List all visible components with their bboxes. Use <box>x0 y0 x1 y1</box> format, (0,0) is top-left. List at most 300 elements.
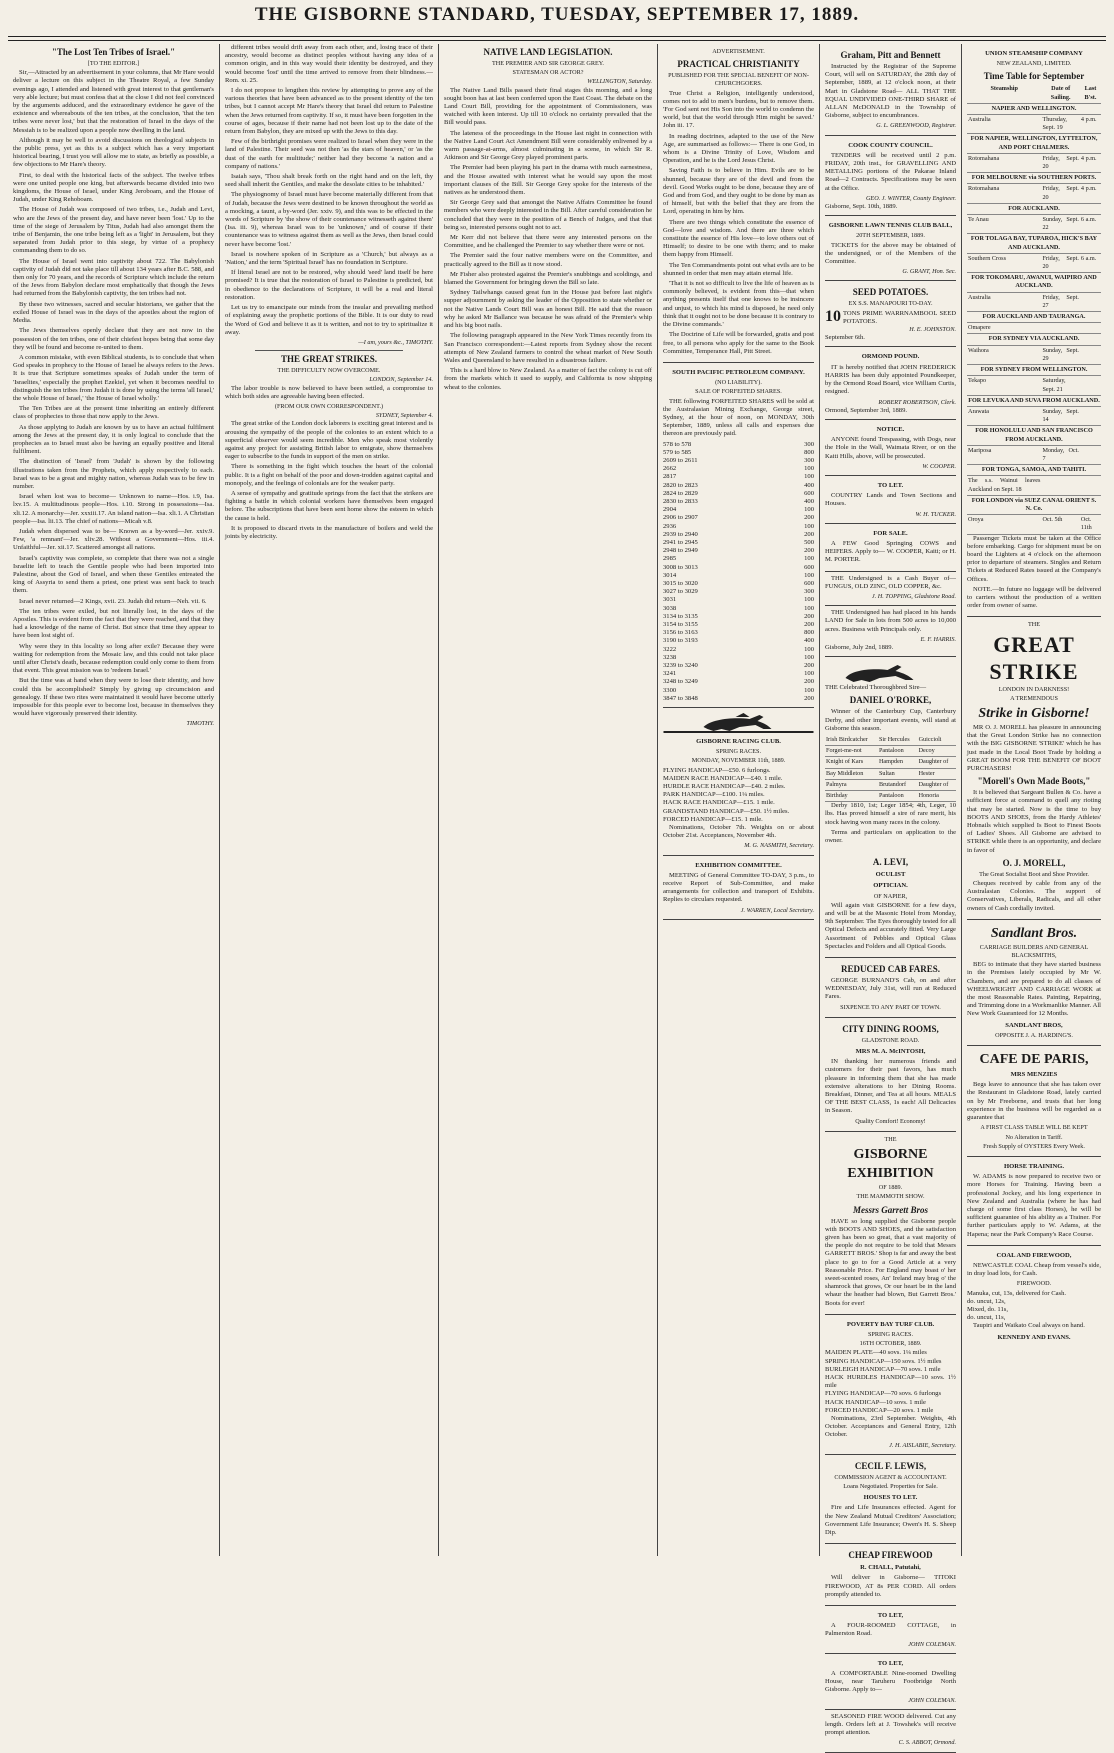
article-subtitle: THE PREMIER AND SIR GEORGE GREY. <box>492 60 604 67</box>
tagline: SIXPENCE TO ANY PART OF TOWN. <box>840 1003 941 1011</box>
article-title: NATIVE LAND LEGISLATION. <box>483 47 613 57</box>
sailing-time <box>1080 292 1101 311</box>
share-row <box>663 580 814 588</box>
date: 16TH OCTOBER, 1889. <box>859 1340 922 1348</box>
share-row <box>663 523 814 531</box>
optician-title: OPTICIAN. <box>873 882 908 890</box>
year: OF 1889. <box>878 1184 903 1192</box>
share-range: 2609 to 2611 <box>663 456 698 464</box>
sailing-date: Monday, Oct. 7 <box>1041 445 1079 464</box>
ad-title: PRACTICAL CHRISTIANITY <box>677 59 800 70</box>
share-range: 3847 to 3848 <box>663 694 698 702</box>
paragraph: Sir,—Attracted by an advertisement in your columns, that Mr Hare would deliver a lecture on this subject in the Theatre Royal, a few Sunday evenings ago, I attended and listened with great interest to that gentleman's very able lecture; but must confess that at the close I did not feel convinced by the arguments adduced, and the extraordinary evidence he gave of the existence and whereabouts of the ten tribes, at the conclusion, 'that the ten tribes were never lost,' but that the restoration of Israel in the days of the Messiah is to be realized upon a people now dwelling in the land. <box>13 69 214 134</box>
share-row <box>663 572 814 580</box>
share-range: 579 to 585 <box>663 448 692 456</box>
ad-cheap-firewood <box>825 1544 956 1606</box>
route-row <box>967 134 1101 153</box>
date: Gisborne, July 2nd, 1889. <box>825 643 894 651</box>
paragraph: The Ten Tribes are at the present time inheriting an entirely different class of prophecies to those that now apply to the Jews. <box>13 405 214 421</box>
sailing-ship: Arawata <box>967 406 1041 425</box>
share-range: 3014 <box>663 571 677 579</box>
share-count: 200 <box>804 530 814 538</box>
share-row <box>663 621 814 629</box>
sailing-time <box>1080 406 1101 425</box>
paragraph: There is something in the fight which touches the heart of the colonial public. It is a fight on behalf of the poor and down-trodden against capital and monopoly, and the feelings of colonials are for the weaker party. <box>225 463 433 487</box>
paragraph: If literal Israel are not to be restored, why should 'seed' land itself be here promised? It is true that the restoration of Israel to Palestine is predicted, but in obedience to the declarations of Scripture, it will be a real and literal restoration. <box>225 269 433 301</box>
race-event: HACK RACE HANDICAP—£15. 1 mile. <box>663 799 775 807</box>
sailing-ship: Oroya <box>967 515 1041 534</box>
share-row <box>663 514 814 522</box>
ad-title: UNION STEAMSHIP COMPANY <box>985 50 1083 57</box>
sailing-ship: Tekapo <box>967 376 1041 395</box>
oculist-name: A. LEVI, <box>872 857 909 868</box>
ad-title: TO LET. <box>877 481 904 489</box>
route-row <box>967 465 1101 476</box>
pedigree-row <box>825 791 956 802</box>
masthead-rule-2 <box>8 40 1106 41</box>
race-date: MONDAY, NOVEMBER 11th, 1889. <box>691 757 786 765</box>
merchant-title: The Great Socialist Boot and Shoe Provider. <box>979 870 1089 878</box>
ad-commission-agent <box>825 1455 956 1544</box>
paragraph: Israel never returned—2 Kings, xvii. 23. Judah did return—Neh. vii. 6. <box>19 597 207 605</box>
ad-tennis-ball <box>825 216 956 281</box>
sailing-ship: Te Anau <box>967 215 1041 234</box>
pedigree-cell: Pantaloon <box>878 791 918 802</box>
sailing-row <box>967 445 1101 464</box>
share-row <box>663 473 814 481</box>
share-count: 100 <box>804 670 814 678</box>
sailing-date: Sunday, Sept. 22 <box>1041 215 1079 234</box>
ad-practical-christianity <box>663 44 814 363</box>
race-event: BURLEIGH HANDICAP—70 sovs. 1 mile <box>825 1365 941 1373</box>
pedigree-cell: Forget-me-not <box>825 746 878 757</box>
signature: J. WARREN, Local Secretary. <box>740 906 814 914</box>
share-range: 2985 <box>663 555 677 563</box>
paragraph: NOTE.—In future no luggage will be delivered to carriers without the production of a written order from owner of same. <box>967 585 1101 610</box>
route-name: FOR AUCKLAND AND TAURANGA. <box>967 312 1101 323</box>
share-range: 2939 to 2940 <box>663 530 698 538</box>
paragraph: Will again visit GISBORNE for a few days, and will be at the Masonic Hotel from Monday, 9th September. The Eyes thoroughly tested for all Optical Defects and accurately fitted. Very Large Assortment of Pebbles and Optical Glass Spectacles and Folders and all Optical Goods. <box>825 901 956 950</box>
route-name: NAPIER AND WELLINGTON. <box>967 103 1101 114</box>
paragraph: It is proposed to discard rivets in the manufacture of boilers and weld the joints by electricity. <box>225 524 433 540</box>
sailing-date <box>1041 476 1079 495</box>
paragraph: 'That it is not so difficult to live the life of heaven as is commonly believed, is evident from this—that when anything presents itself that one knows to be insincere and unjust, to which his mind is disposed, he need only think that it ought not to be done because it is contrary to the Divine commands.' <box>663 280 814 329</box>
houses: HOUSES TO LET. <box>863 1494 918 1502</box>
ad-cafe-de-paris <box>967 1046 1101 1157</box>
share-count: 300 <box>804 588 814 596</box>
pedigree-cell: Knight of Kars <box>825 757 878 768</box>
share-count: 500 <box>804 538 814 546</box>
merchant-name: O. J. MORELL, <box>1002 857 1066 868</box>
share-count: 100 <box>804 571 814 579</box>
paragraph: The distinction of 'Israel' from 'Judah' is shown by the following illustrations taken from the Prophets, which apply respectively to each. Israel was to be a great and mighty nation, whereas Judah was to be few in number. <box>13 458 214 490</box>
signature: JOHN COLEMAN. <box>908 1640 956 1648</box>
route-row <box>967 334 1101 345</box>
horse-icon <box>825 660 956 684</box>
share-row <box>663 646 814 654</box>
ad-great-strike <box>967 617 1101 919</box>
paragraph: THE Undersigned is a Cash Buyer of— FUNGUS, OLD ZINC, OLD COPPER, &c. <box>825 574 956 590</box>
paragraph: Fire and Life Insurances effected. Agent for the New Zealand Mutual Creditors' Association; Government Life Insurance; Owen's H. S. Sheep Dip. <box>825 1504 956 1536</box>
ad-coal <box>967 1246 1101 1348</box>
share-range: 3008 to 3013 <box>663 563 698 571</box>
race-event: FLYING HANDICAP—70 sovs. 6 furlongs <box>825 1390 942 1398</box>
sailing-date: Friday, Sept. 20 <box>1041 153 1079 172</box>
merchant-name: SANDLANT BROS, <box>1005 1021 1063 1029</box>
route-row <box>967 426 1101 445</box>
ad-title: TO LET, <box>877 1659 904 1667</box>
ad-subtitle-2: SALE OF FORFEITED SHARES. <box>695 388 782 396</box>
sailing-date: Saturday, Sept. 21 <box>1041 376 1079 395</box>
sailing-row <box>967 153 1101 172</box>
share-range: 3156 to 3163 <box>663 629 698 637</box>
paragraph: Terms and particulars on application to the owner. <box>825 828 956 845</box>
paragraph: The Jews themselves openly declare that they are not now in the possession of the ten tribes, one of their chiefest hopes being that some day they will be found and become re-united to them. <box>13 327 214 351</box>
sailing-time: 6 a.m. <box>1080 215 1101 234</box>
sailing-time <box>1080 376 1101 395</box>
share-count: 800 <box>804 448 814 456</box>
signature: ROBERT ROBERTSON, Clerk. <box>878 398 956 406</box>
share-count: 100 <box>804 645 814 653</box>
paragraph: Sydney Tailwhangs caused great fun in the House just before last night's supper adjournment by asking the leader of the Opposition to state whether or not the Native Lands Court Bill was an honest Bill. He said that the reason why he asked Mr Ballance was because he was afraid of the Premier's whip and his big boot nails. <box>444 289 652 330</box>
race-event: SPRING HANDICAP—150 sovs. 1½ miles <box>825 1357 942 1365</box>
quote: "Morell's Own Made Boots," <box>977 776 1091 787</box>
share-range: 3222 <box>663 645 677 653</box>
route-name: FOR HONOLULU AND SAN FRANCISCO FROM AUCKLAND. <box>967 426 1101 445</box>
ad-subtitle: EX S.S. MANAPOURI TO-DAY. <box>848 300 933 308</box>
share-range: 2830 to 2833 <box>663 497 698 505</box>
paragraph: HAVE so long supplied the Gisborne people with BOOTS AND SHOES, and the satisfaction given has been so great, that a vast majority of the people do not require to be told that Messrs GARRETT BROS.' Shop is far and away the best place to go to for a Good Article at a very Reasonable Price. For England may boast o' her sweet-scented roses, An' Ireland may brag o' the shamrock that grows, Or our heart be in the land whaur the heather had blown, But Garrett Bros.' Boots for ever! <box>825 1217 956 1307</box>
paragraph: The Native Land Bills passed their final stages this morning, and a long sought boon has at last been conferred upon the East Coast. The debate on the Land Court Bill, providing for the appointment of Commissioners, was watched with keen interest. Up till 10 o'clock no certainty prevailed that the Bill would pass. <box>444 86 652 127</box>
share-count: 400 <box>804 637 814 645</box>
paragraph: There are two things which constitute the essence of God—love and wisdom. And there are three which constitute the essence of His love—to love others out of Himself; to desire to be one with them; and to make them happy from Himself. <box>663 218 814 259</box>
signature: J. H. TOPPING, Gladstone Road. <box>871 592 956 600</box>
share-row <box>663 547 814 555</box>
share-count: 100 <box>804 473 814 481</box>
ad-seasoned-wood <box>825 1710 956 1753</box>
sailing-row <box>967 115 1101 134</box>
ad-oculist <box>825 851 956 958</box>
share-range: 2824 to 2829 <box>663 489 698 497</box>
share-count: 100 <box>804 465 814 473</box>
paragraph: TICKETS for the above may be obtained of the undersigned, or of the Members of the Committee. <box>825 241 956 266</box>
share-count: 200 <box>804 621 814 628</box>
paragraph: The House of Israel went into captivity about 722. The Babylonish captivity of Judah did not take place till about 134 years after B.C. 588, and then only for 70 years, and the records of Scripture which include the return of the Jews from Babylon declare most emphatically that though the Jews had returned from the Babylonish captivity, the ten tribes had not. <box>13 257 214 298</box>
paragraph: COUNTRY Lands and Town Sections and Houses. <box>825 492 956 508</box>
paragraph: It is believed that Sargeant Bullen & Co. have a sufficient force at command to quell any rioting that may be started. Now is the time to buy BOOTS AND SHOES, from the Hardy Athletes' Hobnails which supplied Is Boot to Finest Boots of Ladies' Shoes. All Gisborne are advised to STRIKE while there is an opportunity, and declare in favor of <box>967 789 1101 854</box>
ad-title: COAL AND FIREWOOD, <box>996 1251 1072 1259</box>
sailing-ship: Rotomahana <box>967 153 1041 172</box>
to-editor: [TO THE EDITOR.] <box>87 60 140 67</box>
paragraph: Sir George Grey said that amongst the Native Affairs Committee he found members who were deeply interested in the Bill. After careful consideration he concluded that they were in the position of a Bench of Judges, and that that being so, interested persons ought not to act. <box>444 199 652 231</box>
share-row <box>663 564 814 572</box>
paragraph: Although it may be well to avoid discussions on theological subjects in the public press, yet as this is a subject which has a very important historical bearing, I trust you will allow me to state, as briefly as possible, a few objections to Mr Hare's theory. <box>13 136 214 169</box>
ad-to-let-cottage <box>825 1606 956 1654</box>
column-1 <box>8 44 219 1556</box>
paragraph: The Doctrine of Life will be forwarded, gratis and post free, to all persons who apply for the same to the Book Committee, Temperance Hall, Pitt Street. <box>663 331 815 355</box>
paragraph: Few of the birthright promises were realized to Israel when they were in the land of Palestine. Their seed was not then 'as the stars of heaven,' or 'as the dust of the earth for multitude;' neither had they become 'a nation and a company of nations.' <box>225 138 433 170</box>
sailing-date: Thursday, Sept. 19 <box>1041 115 1079 134</box>
ad-subtitle: PUBLISHED FOR THE SPECIAL BENEFIT OF NON-CHURCHGOERS. <box>668 72 809 88</box>
ad-title: POVERTY BAY TURF CLUB. <box>846 1320 935 1328</box>
paragraph: This is a hard blow to New Zealand. As a matter of fact the colony is cut off from the markets which it used to supply, and California is now shipping wheat to the colonies. <box>444 367 652 391</box>
date: 20TH SEPTEMBER, 1889. <box>856 232 925 240</box>
share-count: 600 <box>804 563 814 571</box>
ad-turf-club <box>825 1315 956 1455</box>
price-line: do. uncut, 11s, <box>967 1314 1006 1322</box>
address: OPPOSITE J. A. HARDING'S. <box>995 1031 1073 1039</box>
paragraph: THE Undersigned has had placed in his hands LAND for Sale in lots from 500 acres to 10,000 acres. Business with Principals only. <box>825 609 956 633</box>
date: September 6th. <box>825 334 865 342</box>
ad-to-let <box>825 476 956 524</box>
route-name: FOR LEVUKA AND SUVA FROM AUCKLAND. <box>967 395 1101 406</box>
sailing-date: Sunday, Sept. 14 <box>1041 406 1079 425</box>
sailing-row <box>967 406 1101 425</box>
share-range: 2948 to 2949 <box>663 547 698 555</box>
ad-title: ORMOND POUND. <box>861 353 920 361</box>
sailing-ship: Omapere <box>967 323 1041 334</box>
sire-name: DANIEL O'RORKE, <box>849 695 932 706</box>
paragraph: MEETING of General Committee TO-DAY, 3 p.m., to receive Report of Sub-Committee, and make arrangements for collection and transport of Exhibits. Replies to circulars requested. <box>663 871 814 904</box>
route-row <box>967 312 1101 323</box>
ad-subtitle: (NO LIABILITY). <box>715 379 762 387</box>
tagline: No Alteration in Tariff. <box>1005 1133 1063 1141</box>
signature: TIMOTHY. <box>186 720 214 728</box>
sailing-ship: Waihora <box>967 345 1041 364</box>
ad-title: HORSE TRAINING. <box>1004 1162 1064 1170</box>
pedigree-cell: Honoria <box>918 791 956 802</box>
signature: C. S. ABBOT, Ormond. <box>898 1739 956 1747</box>
share-count: 200 <box>804 662 814 670</box>
share-range: 578 to 578 <box>663 440 692 448</box>
share-range: 2817 <box>663 473 677 481</box>
share-row <box>663 465 814 473</box>
share-range: 3015 to 3020 <box>663 579 698 587</box>
paragraph: Israel when lost was to become— Unknown to name—Hos. i.9, Isa. lxv.15. A multitudinous people—Hos. i.10. Strong in possessions—Isa. xli.12. A monarchy—Jer. xxxiii.17. An island nation—Isa. xli.1. A Christian people—Isa. lii.13. The chief of nations—Micah v.8. <box>13 493 214 525</box>
ad-title: REDUCED CAB FARES. <box>840 964 941 975</box>
share-row <box>663 498 814 506</box>
pedigree-cell: Decoy <box>918 746 956 757</box>
paragraph: Derby 1810, 1st; Leger 1854; 4th, Leger, 10 lbs. Has proved himself a sire of rare merit, his stock having won many races in the colony. <box>825 802 956 826</box>
ad-for-sale <box>825 524 956 572</box>
paragraph: Why were they in this locality so long after exile? Because they were waiting for redemption from the Mosaic law, and this could not take place until after Christ's death, because redemption could only come to them from that event. This great mission was to 'redeem Israel.' <box>13 642 214 675</box>
signature: —I am, yours &c., TIMOTHY. <box>358 338 433 346</box>
sailing-ship: Australia <box>967 115 1041 134</box>
share-range: 3248 to 3249 <box>663 678 698 686</box>
tagline: Quality Comfort! Economy! <box>855 1117 926 1125</box>
sailing-date: Oct. 5th <box>1041 515 1079 534</box>
paragraph: First, to deal with the historical facts of the subject. The twelve tribes were one united people one king, but afterwards became divided into two kingdoms, the House of Israel, under King Jeroboam, and the House of Judah, under King Rehoboam. <box>13 171 214 204</box>
paragraph: Mr Fisher also protested against the Premier's snubbings and scoldings, and blamed the Government for bringing down the Bill so late. <box>444 270 652 287</box>
share-row <box>663 449 814 457</box>
share-range: 3239 to 3240 <box>663 662 698 670</box>
share-row <box>663 588 814 596</box>
share-count: 100 <box>804 522 814 530</box>
share-row <box>663 613 814 621</box>
dateline: SYDNEY, September 4. <box>375 412 433 420</box>
column-4 <box>657 44 819 1556</box>
share-row <box>663 441 814 449</box>
sailing-time: Oct. 11th <box>1080 515 1101 534</box>
share-count: 200 <box>804 678 814 686</box>
paragraph: Isaiah says, 'Thou shalt break forth on the right hand and on the left, thy seed shall inherit the Gentiles, and make the desolate cities to be inhabited.' <box>225 173 433 189</box>
route-name: FOR LONDON via SUEZ CANAL ORIENT S. N. Co. <box>967 495 1101 514</box>
sailing-row <box>967 376 1101 395</box>
oculist-of: OF NAPIER, <box>873 892 908 900</box>
headline-great: GREAT <box>993 631 1075 657</box>
sailing-time <box>1080 445 1101 464</box>
route-row <box>967 234 1101 253</box>
paragraph: MR O. J. MORELL has pleasure in announcing that the Great London Strike has no connection with the BIG GISBORNE 'STRIKE' which he has just made in the Local Boot Trade by holding a GREAT BOOM FOR THE BENEFIT OF BOOT PURCHASERS! <box>967 723 1101 772</box>
signature: G. L. GREENWOOD, Registrar. <box>876 122 956 130</box>
agent-title: COMMISSION AGENT & ACCOUNTANT. <box>834 1473 947 1481</box>
date: Gisborne, Sept. 10th, 1889. <box>825 203 898 211</box>
ad-title-2: EXHIBITION <box>847 1166 934 1182</box>
date: Ormond, September 3rd, 1889. <box>825 406 908 414</box>
big-number: 10 <box>825 307 841 325</box>
ad-petroleum <box>663 363 814 708</box>
share-count: 100 <box>804 653 814 661</box>
paragraph: THE following FORFEITED SHARES will be sold at the Australasian Mining Exchange, George street, Sydney, at the hour of noon, on MONDAY, 30th September, 1889, unless all calls and expenses due thereon are previously paid. <box>663 397 814 438</box>
ad-title: Graham, Pitt and Bennett <box>840 50 941 60</box>
col-header: Steamship <box>967 84 1041 103</box>
sailing-date: Sunday, Sept. 29 <box>1041 345 1079 364</box>
signature: J. H. AISLABIE, Secretary. <box>889 1441 956 1449</box>
sailing-ship: The s.s. Wainui leaves Auckland on Sept. 18 <box>967 476 1041 495</box>
paragraph: A COMFORTABLE Nine-roomed Dwelling House, near Taruheru Footbridge North Gisborne. Apply to— <box>825 1670 956 1694</box>
sailing-time <box>1080 323 1101 334</box>
ad-graham-pitt-bennett <box>825 44 956 136</box>
headline-sub: A TREMENDOUS <box>1010 694 1058 702</box>
sailing-date: Friday, Sept. 27 <box>1041 292 1079 311</box>
route-row <box>967 173 1101 184</box>
ad-union-steamship <box>967 44 1101 617</box>
paragraph: SEASONED FIRE WOOD delivered. Cut any length. Orders left at J. Towshek's will receive prompt attention. <box>825 1712 956 1737</box>
signature: JOHN COLEMAN. <box>908 1696 956 1704</box>
sailing-time <box>1080 345 1101 364</box>
paragraph: Israel is nowhere spoken of in Scripture as a 'Church,' but always as a 'Nation,' and the term 'Spiritual Israel' has no foundation in Scripture. <box>225 250 433 267</box>
share-row <box>663 605 814 613</box>
route-name: FOR TOKOMARU, AWANUI, WAIPIRO AND AUCKLAND. <box>967 273 1101 292</box>
sailing-ship: Australia <box>967 292 1041 311</box>
share-range: 3031 <box>663 596 677 604</box>
share-range: 2941 to 2945 <box>663 538 698 546</box>
sailing-ship: Southern Cross <box>967 253 1041 272</box>
race-event: FLYING HANDICAP—£50. 6 furlongs. <box>663 766 771 774</box>
share-range: 2906 to 2907 <box>663 514 698 522</box>
share-row <box>663 695 814 703</box>
paragraph: In reading doctrines, adapted to the use of the New Age, are summarised as follows:— There is one God, in whom is a Divine Trinity of Love, Wisdom and Operation, and he is the Lord Jesus Christ. <box>663 132 814 165</box>
pedigree-cell: Bay Middleton <box>825 768 878 779</box>
paragraph: I do not propose to lengthen this review by attempting to prove any of the various theories that have been advanced as to the present identity of the ten tribes, but I cannot accept Mr Hare's theory that Israel did return to Palestine when the Jews returned from captivity. If so, it must have been forgotten in the course of ages, because if their name had not been lost up to the date of the return from Babylon, they are mixed up with the Jews to this day. <box>225 87 433 136</box>
share-count: 800 <box>804 629 814 637</box>
ad-ormond-pound <box>825 347 956 419</box>
share-range: 3241 <box>663 670 677 678</box>
ad-title: GISBORNE LAWN TENNIS CLUB BALL, <box>828 222 953 230</box>
oculist-title: OCULIST <box>875 871 906 879</box>
headline-gisborne: Strike in Gisborne! <box>978 705 1090 721</box>
article-subtitle-2: STATESMAN OR ACTOR? <box>512 69 584 77</box>
ad-title: CAFE DE PARIS, <box>979 1052 1089 1068</box>
paragraph: By these two witnesses, sacred and secular historians, we gather that the exiled House of Israel was in the days of the apostles about the region of Media. <box>13 300 214 325</box>
race-event: PARK HANDICAP—£100. 1¼ miles. <box>663 791 765 799</box>
paragraph: BEG to intimate that they have started business in the Premises lately occupied by Mr W. Chambers, and are prepared to do all classes of WHEELWRIGHT AND CARRIAGE WORK at the most Reasonable Rates. Painting, Repairing, and Trimming done in a Workmanlike Manner. All New Work Guaranteed for 12 Months. <box>967 961 1101 1018</box>
paragraph: The lateness of the proceedings in the House last night in connection with the Native Land Court Act Amendment Bill were considerably enlivened by a warm passage-at-arms, almost culminating in a scene, in which Sir R. Atkinson and Sir George Grey played prominent parts. <box>444 129 652 162</box>
ad-to-let-house <box>825 1654 956 1710</box>
share-range: 3027 to 3029 <box>663 588 698 596</box>
share-range: 2820 to 2823 <box>663 481 698 489</box>
race-event: FORCED HANDICAP—20 sovs. 1 mile <box>825 1406 934 1414</box>
ad-exhibition <box>825 1132 956 1315</box>
paragraph: W. ADAMS is now prepared to receive two or more Horses for Training. Having been a professional Jockey, and his long experience in New Zealand and Australia (where he has had charge of some first class Horses), he will be sufficient guarantee of his ability as a Trainer. For further particulars apply to W. Adams, at the Hapena; near the Park Company's Race Course. <box>967 1173 1101 1238</box>
ad-harris <box>825 606 956 657</box>
share-count: 300 <box>804 456 814 464</box>
pedigree-cell: Brutandorf <box>878 779 918 790</box>
sailing-time: 4 p.m. <box>1080 153 1101 172</box>
racehorse-icon <box>663 711 814 735</box>
pedigree-cell: Palmyra <box>825 779 878 790</box>
ad-subtitle: SPRING RACES. <box>715 748 762 756</box>
share-row <box>663 637 814 645</box>
share-count: 100 <box>804 604 814 612</box>
pedigree-table <box>825 735 956 802</box>
paragraph: True Christ a Religion, intelligently understood, comes not to add to men's burdens, but to remove them. 'For God sent not His Son into the world to condemn the world, but that the world through Him might be saved.' John iii. 17. <box>663 89 814 130</box>
paragraph: TENDERS will be received until 2 p.m. FRIDAY, 20th inst., for GRAVELLING AND METALLING portions of the Pakarae Inland Road—2 Contracts. Specifications may be seen at the Office. <box>825 151 956 192</box>
pedigree-cell: Pantaloon <box>878 746 918 757</box>
share-count: 300 <box>804 440 814 448</box>
sailing-row <box>967 184 1101 203</box>
paragraph: Will deliver in Gisborne— TITOKI FIREWOOD, AT 8s PER CORD. All orders promptly attended to. <box>825 1574 956 1598</box>
share-row <box>663 555 814 563</box>
paragraph: Taupiri and Waikato Coal always on hand. <box>973 1322 1085 1330</box>
route-row <box>967 203 1101 214</box>
paragraph: The labor trouble is now believed to have been settled, a compromise to which both sides are agreeable having been effected. <box>225 384 433 400</box>
pedigree-row <box>825 735 956 746</box>
pedigree-cell: Daughter of <box>918 757 956 768</box>
ad-title: FOR SALE. <box>873 529 908 537</box>
brand: Messrs Garrett Bros <box>852 1204 928 1215</box>
share-count: 100 <box>804 686 814 694</box>
pedigree-cell: Sir Hercules <box>878 735 918 746</box>
paragraph: ANYONE found Trespassing, with Dogs, near the Hole in the Wall, Waimata River, or on the Kaiti Hills, above, will be prosecuted. <box>825 436 956 460</box>
ad-title: CITY DINING ROOMS, <box>842 1023 939 1034</box>
paragraph: different tribes would drift away from each other, and, losing trace of their ancestry, would become as distinct peoples without having any idea of a common origin, and in this way would their identity be destroyed, and they would become 'lost' until the time arrived to remove from their blindness.—Rom. xi. 25. <box>225 44 433 84</box>
share-row <box>663 670 814 678</box>
correspondent: (FROM OUR OWN CORRESPONDENT.) <box>274 402 384 410</box>
share-count: 200 <box>804 612 814 620</box>
pedigree-row <box>825 746 956 757</box>
masthead-rule <box>8 36 1106 37</box>
paragraph: Begs leave to announce that she has taken over the Restaurant in Gladstone Road, lately carried on by Mr Freeborne, and trusts that her long experience in the business will be regarded as a guarantee that <box>967 1081 1101 1122</box>
share-range: 2904 <box>663 506 677 514</box>
sailing-row <box>967 515 1101 534</box>
paragraph: Let us try to emancipate our minds from the insular and prevailing method of explaining away the prophetic portions of the Bible. It is our duty to read the Word of God and believe it as it is written, and not to try to spiritualize it away. <box>225 304 433 336</box>
signature: M. G. NASMITH, Secretary. <box>744 842 814 850</box>
paragraph: The House of Judah was composed of two tribes, i.e., Judah and Levi, who are the Jews of the present day, and have never been 'lost.' Up to the time of the siege of Jerusalem by Titus, Judah had also amongst them the tribe of Benjamin, the one tribe being left as a 'light' in Jerusalem, but they separated from Judah prior to this siege, by virtue of a prophecy commanding them to do so. <box>13 206 214 255</box>
ad-daniel-ororke <box>825 657 956 851</box>
paragraph: The ten tribes were exiled, but not literally lost, in the days of the Apostles. This is evident from the fact that they were reached, and that they had a knowledge of the name of Christ. But since that time they appear to have been lost sight of. <box>13 607 214 640</box>
sailing-time: 4 p.m. <box>1080 115 1101 134</box>
route-name: FOR NAPIER, WELLINGTON, LYTTELTON, AND PORT CHALMERS. <box>967 134 1101 153</box>
paragraph: A common mistake, with even Biblical students, is to conclude that when God speaks in prophecy to the House of Israel he always refers to the Jews. It is true that Scripture sometimes speaks of Judah under the term of 'Israelites,' especially the prophet Ezekiel, yet when it becomes needful to distinguish the ten tribes from Judah it is done by using the terms 'all Israel,' the whole House of Israel,' 'the House of Israel wholly.' <box>13 353 214 402</box>
pedigree-cell: Daughter of <box>918 779 956 790</box>
ad-notice <box>825 420 956 476</box>
share-count: 200 <box>804 514 814 522</box>
route-row <box>967 495 1101 514</box>
paragraph: IN thanking her numerous friends and customers for their past favors, has much pleasure in informing them that she has made extensive alterations to her Dining Rooms. Breakfast, Dinner, and Tea at all hours. MEALS OF THE BEST CLASS, 1s each! All Delicacies in Season. <box>825 1058 956 1115</box>
race-event: MAIDEN PLATE—40 sovs. 1¼ miles <box>825 1349 927 1357</box>
share-range: 3238 <box>663 653 677 661</box>
